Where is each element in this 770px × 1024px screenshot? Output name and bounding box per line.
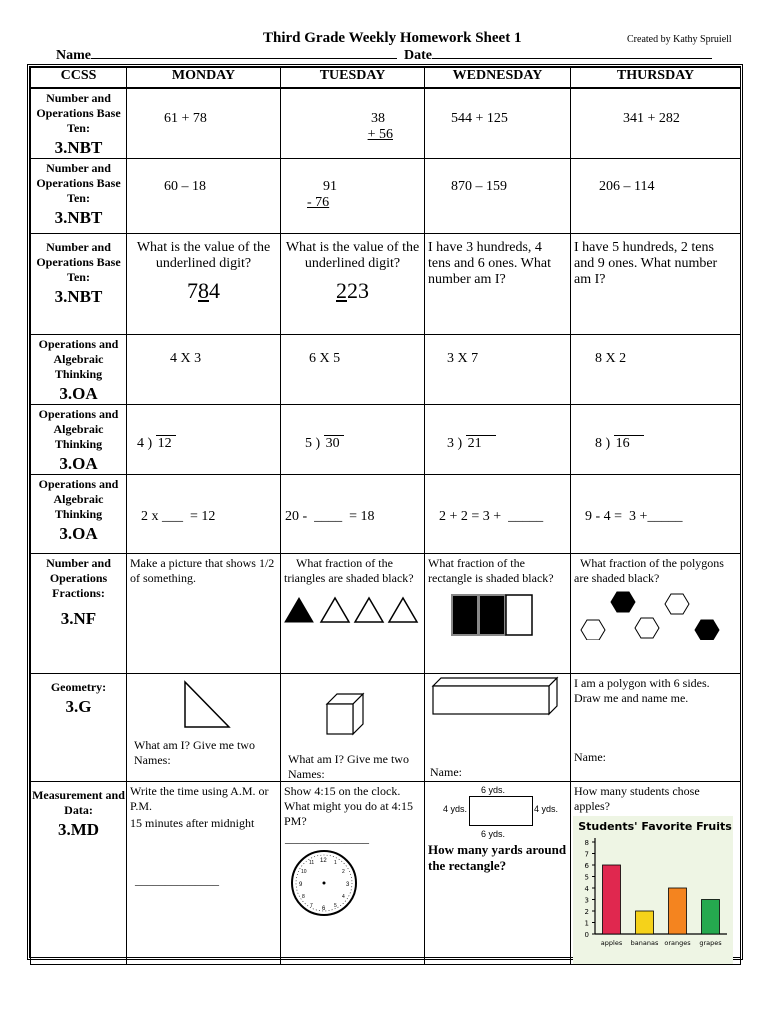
date-label: Date [404, 48, 432, 63]
perimeter-figure [425, 782, 570, 840]
chart-title: Students' Favorite Fruits [578, 820, 732, 833]
shaded-hexagon [611, 592, 635, 612]
question-text: How many yards around the rectangle? [428, 842, 567, 873]
question-text: What is the value of the underlined digit? [285, 240, 420, 271]
shaded-triangle [285, 598, 313, 622]
wednesday-cell[interactable] [425, 335, 571, 405]
problem-text: 206 – 114 [599, 179, 655, 194]
question-text: Name: [430, 765, 462, 779]
name-blank[interactable] [91, 46, 397, 59]
bar-oranges [669, 888, 687, 934]
standard-code: 3.MD [57, 820, 100, 839]
digit: 23 [347, 278, 369, 303]
thursday-cell[interactable] [571, 88, 741, 159]
bottom-label: 6 yds. [481, 829, 506, 839]
table-row [31, 234, 741, 335]
standard-cell [31, 88, 127, 159]
wednesday-cell[interactable] [425, 234, 571, 335]
header-row [31, 68, 741, 89]
bar-bananas [636, 911, 654, 934]
triangle [355, 598, 383, 622]
bar-apples [603, 865, 621, 934]
col-thursday: THURSDAY [571, 68, 741, 89]
division-problem: 4 ) 12 [127, 405, 280, 452]
question-text: What am I? Give me two Names: [288, 752, 409, 781]
table-row [31, 335, 741, 405]
question-text: I have 5 hundreds, 2 tens and 9 ones. What number am I? [574, 240, 718, 287]
col-monday: MONDAY [127, 68, 281, 89]
standard-code: 3.NF [60, 609, 97, 628]
question-text: What am I? Give me two Names: [134, 738, 255, 767]
standard-text: Number and Operations Base Ten: [36, 91, 121, 135]
tuesday-cell[interactable] [281, 405, 425, 475]
svg-text:8: 8 [302, 894, 305, 900]
bar-grapes [702, 900, 720, 935]
polygons-figure [579, 590, 739, 640]
thursday-cell[interactable] [571, 405, 741, 475]
standard-text: Geometry: [50, 680, 107, 694]
problem-text: 3 X 7 [447, 351, 479, 366]
table-row [31, 554, 741, 674]
svg-text:11: 11 [309, 860, 315, 866]
y-tick-label: 6 [584, 862, 589, 870]
standard-cell [31, 554, 127, 674]
standard-code: 3.NBT [54, 287, 103, 306]
x-tick-label: grapes [699, 939, 722, 947]
svg-text:9: 9 [299, 882, 303, 888]
homework-table [30, 67, 741, 965]
problem-text: 2 x ___ = 12 [141, 509, 216, 524]
x-tick-label: apples [600, 939, 623, 947]
y-tick-label: 4 [584, 885, 589, 893]
standard-text: Operations and Algebraic Thinking [38, 477, 119, 521]
shaded-hexagon [695, 620, 719, 640]
division-problem: 3 ) 21 [425, 405, 570, 452]
wednesday-cell[interactable] [425, 405, 571, 475]
name-prompt: Name: [574, 750, 606, 764]
standard-code: 3.OA [59, 454, 98, 473]
question-text: Make a picture that shows 1/2 of something. [130, 556, 275, 585]
y-tick-label: 0 [584, 931, 589, 939]
problem-text: 870 – 159 [451, 179, 507, 194]
division-problem: 8 ) 16 [571, 405, 740, 452]
tuesday-cell[interactable] [281, 88, 425, 159]
thursday-cell[interactable] [571, 475, 741, 554]
problem-text: 341 + 282 [623, 111, 680, 126]
hexagon [581, 620, 605, 640]
monday-cell[interactable] [127, 88, 281, 159]
date-line [404, 46, 712, 64]
dividend: 16 [614, 435, 644, 452]
table-row [31, 405, 741, 475]
tuesday-cell[interactable] [281, 475, 425, 554]
vertical-subtraction [281, 159, 424, 211]
problem-text: 9 - 4 = 3 +_____ [585, 509, 683, 524]
problem-text: 20 - ____ = 18 [285, 509, 375, 524]
svg-text:4: 4 [342, 894, 345, 900]
rectangle-figure [451, 594, 541, 640]
wednesday-cell[interactable] [425, 554, 571, 674]
problem-bottom: + 56 [367, 127, 393, 142]
thursday-cell[interactable] [571, 674, 741, 782]
dividend: 30 [324, 435, 344, 452]
standard-cell [31, 674, 127, 782]
problem-text: 61 + 78 [164, 111, 207, 126]
hexagon [635, 618, 659, 638]
credit-text: Created by Kathy Spruiell [627, 34, 732, 45]
tuesday-cell[interactable] [281, 554, 425, 674]
answer-blank[interactable]: ______________ [135, 873, 219, 887]
monday-cell[interactable] [127, 475, 281, 554]
monday-cell[interactable] [127, 782, 281, 965]
table-row [31, 475, 741, 554]
svg-text:7: 7 [310, 903, 313, 909]
left-label: 4 yds. [443, 804, 468, 814]
svg-text:6: 6 [322, 906, 326, 912]
triangle [389, 598, 417, 622]
y-tick-label: 1 [584, 919, 589, 928]
tuesday-cell[interactable] [281, 159, 425, 234]
col-ccss: CCSS [31, 68, 127, 89]
divisor: 8 [595, 436, 602, 451]
hexagon [665, 594, 689, 614]
y-tick-label: 7 [584, 850, 589, 859]
problem-bottom: - 76 [307, 195, 330, 210]
tuesday-cell[interactable] [281, 782, 425, 965]
digit: 4 [209, 278, 220, 303]
tuesday-cell[interactable] [281, 234, 425, 335]
digit: 7 [187, 278, 198, 303]
thursday-cell[interactable] [571, 554, 741, 674]
standard-cell [31, 335, 127, 405]
monday-cell[interactable] [127, 335, 281, 405]
question-text: What fraction of the polygons are shaded black? [574, 556, 724, 585]
y-tick-label: 8 [584, 839, 589, 847]
standard-code: 3.NBT [54, 138, 103, 157]
underlined-digit: 8 [198, 278, 209, 303]
standard-code: 3.OA [59, 524, 98, 543]
problem-text: 544 + 125 [451, 111, 508, 126]
svg-text:1: 1 [334, 860, 337, 866]
clock-icon[interactable] [289, 848, 359, 918]
monday-cell[interactable] [127, 554, 281, 674]
monday-cell[interactable] [127, 159, 281, 234]
question-text: Write the time using A.M. or P.M. [130, 784, 269, 813]
divisor: 5 [305, 436, 312, 451]
divisor: 3 [447, 436, 454, 451]
division-problem: 5 ) 30 [281, 405, 424, 452]
homework-grid [27, 64, 743, 960]
svg-text:3: 3 [346, 882, 350, 888]
standard-cell [31, 782, 127, 965]
right-label: 4 yds. [533, 804, 558, 814]
problem-text: 2 + 2 = 3 + _____ [439, 509, 544, 524]
shaded-part [452, 595, 478, 635]
question-text: What fraction of the rectangle is shaded black? [428, 556, 554, 585]
y-tick-label: 2 [584, 908, 589, 916]
y-tick-label: 3 [584, 896, 589, 905]
triangles-figure [281, 592, 421, 626]
underlined-digit: 2 [336, 278, 347, 303]
sheet-title: Third Grade Weekly Homework Sheet 1 [263, 30, 522, 46]
question-text: What fraction of the triangles are shaded black? [284, 556, 414, 585]
problem-text: 8 X 2 [595, 351, 627, 366]
problem-text: 60 – 18 [164, 179, 206, 194]
unshaded-part [506, 595, 532, 635]
number-display [127, 278, 280, 304]
top-label: 6 yds. [481, 785, 506, 795]
svg-text:2: 2 [342, 869, 345, 875]
date-blank[interactable] [432, 46, 712, 59]
standard-cell [31, 234, 127, 335]
wednesday-cell[interactable] [425, 88, 571, 159]
wednesday-cell[interactable] [425, 782, 571, 965]
monday-cell[interactable] [127, 674, 281, 782]
dividend: 21 [466, 435, 496, 452]
table-row [31, 674, 741, 782]
table-row [31, 782, 741, 965]
fruit-bar-chart [573, 816, 733, 964]
thursday-cell[interactable] [571, 335, 741, 405]
thursday-cell[interactable] [571, 159, 741, 234]
question-text: How many students chose apples? [574, 784, 700, 813]
problem-top: 91 [323, 179, 337, 194]
standard-cell [31, 405, 127, 475]
standard-text: Measurement and Data: [32, 788, 125, 817]
question-text: Show 4:15 on the clock. What might you do at 4:15 PM? [284, 784, 413, 828]
perimeter-rectangle [469, 796, 533, 826]
standard-code: 3.OA [59, 384, 98, 403]
tuesday-cell[interactable] [281, 674, 425, 782]
right-triangle-figure [183, 680, 233, 730]
problem-top: 38 [371, 111, 385, 126]
thursday-cell[interactable] [571, 782, 741, 965]
svg-text:12: 12 [320, 858, 327, 864]
table-row [31, 159, 741, 234]
problem-text: 6 X 5 [309, 351, 341, 366]
wednesday-cell[interactable] [425, 159, 571, 234]
standard-text: Number and Operations Base Ten: [36, 161, 121, 205]
x-tick-label: bananas [630, 939, 659, 947]
monday-cell[interactable] [127, 234, 281, 335]
standard-code: 3.NBT [54, 208, 103, 227]
x-tick-label: oranges [664, 939, 691, 947]
dividend: 12 [156, 435, 176, 452]
question-text: I have 3 hundreds, 4 tens and 6 ones. What number am I? [428, 240, 551, 287]
triangle [321, 598, 349, 622]
vertical-addition [281, 89, 393, 143]
standard-text: Operations and Algebraic Thinking [38, 337, 119, 381]
table-row [31, 88, 741, 159]
standard-cell [31, 159, 127, 234]
thursday-cell[interactable] [571, 234, 741, 335]
standard-text: Number and Operations Base Ten: [36, 240, 121, 284]
answer-blank[interactable]: ______________ [285, 831, 369, 845]
question-text: 15 minutes after midnight [130, 816, 255, 830]
name-line [56, 46, 397, 64]
col-wednesday: WEDNESDAY [425, 68, 571, 89]
monday-cell[interactable] [127, 405, 281, 475]
standard-code: 3.G [65, 697, 92, 716]
cube-figure [325, 692, 365, 738]
wednesday-cell[interactable] [425, 674, 571, 782]
tuesday-cell[interactable] [281, 335, 425, 405]
standard-text: Number and Operations Fractions: [46, 556, 111, 600]
wednesday-cell[interactable] [425, 475, 571, 554]
question-text: I am a polygon with 6 sides. Draw me and name me. [574, 676, 710, 705]
name-label: Name [56, 48, 91, 63]
col-tuesday: TUESDAY [281, 68, 425, 89]
standard-text: Operations and Algebraic Thinking [38, 407, 119, 451]
question-text: What is the value of the underlined digit? [136, 240, 271, 271]
number-display [281, 278, 424, 304]
rectangular-prism-figure [431, 676, 561, 716]
shaded-part [479, 595, 505, 635]
problem-text: 4 X 3 [170, 351, 202, 366]
standard-cell [31, 475, 127, 554]
y-tick-label: 5 [584, 873, 589, 882]
svg-text:5: 5 [334, 903, 337, 909]
svg-text:10: 10 [301, 869, 307, 875]
divisor: 4 [137, 436, 144, 451]
